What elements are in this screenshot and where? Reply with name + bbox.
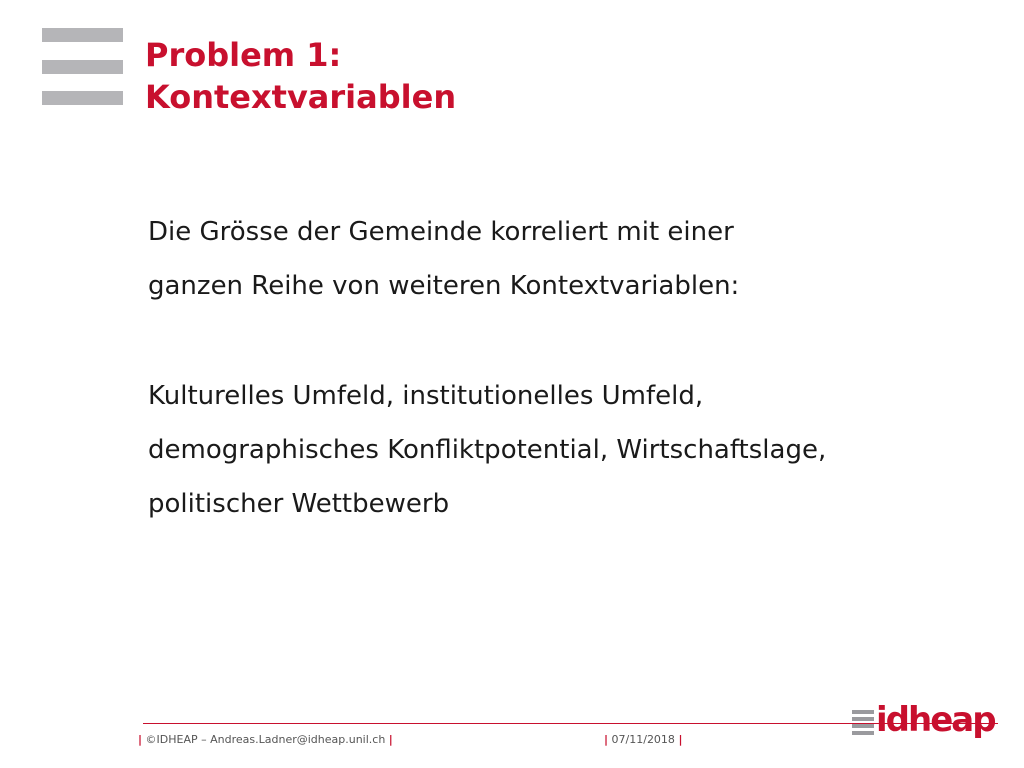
slide-title-line: Kontextvariablen	[145, 78, 457, 116]
footer-date-text: 07/11/2018	[611, 733, 675, 746]
body-line: Kulturelles Umfeld, institutionelles Umfeld,	[148, 381, 704, 411]
logo-wordmark: idheap	[876, 700, 995, 740]
body-paragraph	[148, 369, 988, 531]
slide-title	[145, 34, 456, 118]
footer-date	[604, 733, 682, 746]
menu-bar	[42, 60, 123, 74]
logo-bar	[852, 710, 874, 714]
slide-body	[148, 205, 988, 531]
logo-bar	[852, 724, 874, 728]
body-paragraph	[148, 205, 988, 313]
slide-title-line: Problem 1:	[145, 36, 342, 74]
logo-bar	[852, 717, 874, 721]
menu-bars-icon	[42, 28, 123, 108]
body-line: politischer Wettbewerb	[148, 489, 450, 519]
body-line: demographisches Konfliktpotential, Wirtschaftslage,	[148, 435, 827, 465]
footer-separator: |	[388, 733, 393, 746]
menu-bar	[42, 28, 123, 42]
idheap-logo	[852, 700, 995, 744]
footer-separator: |	[604, 733, 609, 746]
logo-bar	[852, 731, 874, 735]
footer-separator: |	[678, 733, 683, 746]
body-line: Die Grösse der Gemeinde korreliert mit einer	[148, 217, 734, 247]
menu-bar	[42, 91, 123, 105]
footer-copyright-text: ©IDHEAP – Andreas.Ladner@idheap.unil.ch	[145, 733, 386, 746]
body-line: ganzen Reihe von weiteren Kontextvariablen:	[148, 271, 740, 301]
footer-copyright	[138, 733, 393, 746]
footer-separator: |	[138, 733, 143, 746]
